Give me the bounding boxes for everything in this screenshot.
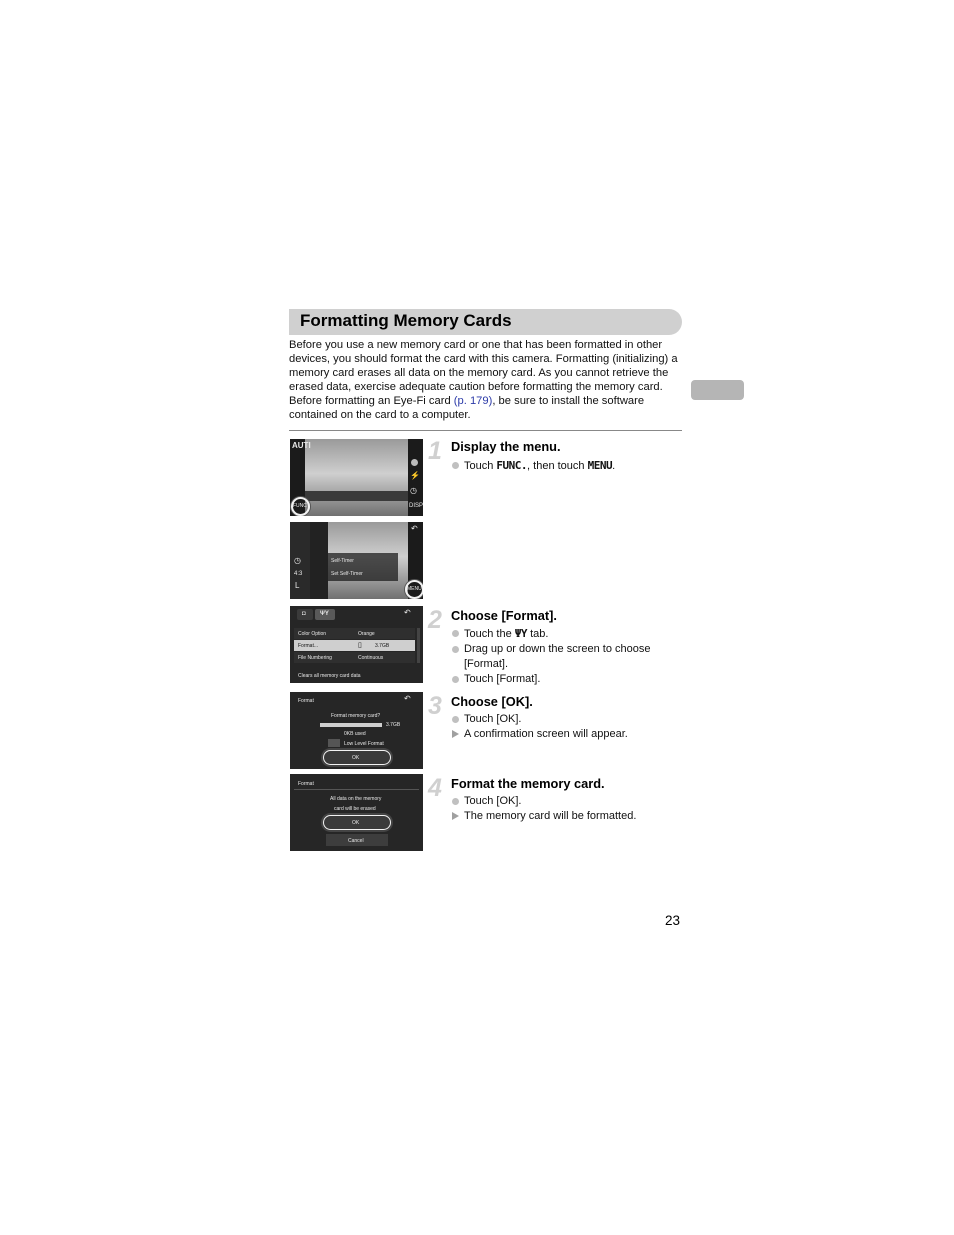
step-number-3: 3: [428, 692, 442, 720]
used-value: 0KB used: [344, 731, 366, 737]
page-title: Formatting Memory Cards: [300, 311, 512, 330]
camera-screen-shooting: [290, 439, 423, 516]
skyline: [305, 491, 408, 501]
step-3-bullets: [451, 712, 681, 742]
step-1-bullets: [451, 458, 681, 474]
list-item: [451, 458, 681, 474]
ok-label: OK: [352, 755, 360, 761]
step-heading-1: Display the menu.: [451, 439, 561, 454]
auto-mode-icon: AUTI: [292, 441, 311, 450]
camera-screen-confirm-dialog: [290, 774, 423, 851]
page-number: 23: [665, 913, 681, 928]
step-number-1: 1: [428, 437, 442, 465]
bullet-text: , then touch: [527, 460, 588, 472]
page-reference-link[interactable]: (p. 179): [453, 395, 493, 407]
step-heading-4: Format the memory card.: [451, 776, 605, 791]
back-icon[interactable]: ↶: [404, 608, 411, 617]
self-timer-icon: ◷: [410, 486, 417, 495]
row-value: Continuous: [358, 655, 384, 661]
capacity-bar: [320, 723, 382, 727]
cancel-label: Cancel: [348, 838, 364, 844]
card-icon: ▯: [358, 642, 362, 649]
dialog-title: Format: [298, 698, 314, 704]
intro-text-end: , be sure to install the software contained on the card to a computer.: [289, 395, 645, 421]
intro-text: Before you use a new memory card or one that has been formatted in other devices, you should format the card with this camera. Formatting (initializing) a memory card erases all data on the memory card. As you cannot retrieve the erased data, exercise adequate caution before formatting the memory card. Before formatting an Eye-Fi card: [289, 339, 678, 407]
list-item: Touch [OK].: [451, 794, 681, 809]
list-item: A confirmation screen will appear.: [451, 727, 681, 742]
tools-icon: ΨΥ: [514, 627, 528, 640]
title-divider: [294, 789, 419, 790]
scrollbar[interactable]: [417, 628, 420, 663]
shutter-icon: [411, 459, 418, 466]
camera-screen-func-menu: [290, 522, 423, 599]
menu-hint: Clears all memory card data: [298, 673, 361, 679]
menu-icon: MENU: [587, 459, 613, 472]
step-4-bullets: [451, 794, 681, 824]
ok-label: OK: [352, 820, 360, 826]
step-number-4: 4: [428, 774, 442, 802]
bullet-text: Touch the: [464, 628, 515, 640]
ratio-label[interactable]: 4:3: [294, 571, 303, 577]
list-item: [451, 626, 681, 642]
bullet-text: tab.: [527, 628, 549, 640]
popup-item-self-timer[interactable]: Self-Timer: [331, 558, 354, 564]
camera-icon: ◘: [302, 611, 306, 617]
list-item: The memory card will be formatted.: [451, 809, 681, 824]
row-label: File Numbering: [298, 655, 332, 661]
menu-label: MENU: [407, 586, 422, 592]
back-icon[interactable]: ↶: [404, 694, 411, 703]
dialog-title: Format: [298, 781, 314, 787]
divider: [289, 430, 682, 431]
format-question: Format memory card?: [331, 713, 381, 719]
bullet-text: Touch: [464, 460, 497, 472]
self-timer-icon[interactable]: ◷: [294, 556, 301, 565]
flash-icon: ⚡: [410, 471, 420, 480]
step-heading-2: Choose [Format].: [451, 608, 557, 623]
back-icon[interactable]: ↶: [411, 524, 418, 533]
low-level-label: Low Level Format: [344, 741, 384, 747]
scene-image: [305, 439, 408, 516]
popup-item-set-self-timer[interactable]: Set Self-Timer: [331, 571, 363, 577]
camera-screen-settings-menu: [290, 606, 423, 683]
list-item: Drag up or down the screen to choose [Format].: [451, 642, 681, 672]
row-value: Orange: [358, 631, 375, 637]
capacity-value: 3.7GB: [386, 722, 401, 728]
step-heading-3: Choose [OK].: [451, 694, 533, 709]
intro-paragraph: [289, 338, 684, 422]
list-item: Touch [OK].: [451, 712, 681, 727]
tools-icon: ΨΥ: [320, 611, 329, 617]
step-number-2: 2: [428, 606, 442, 634]
warning-line-2: card will be erased: [334, 806, 376, 812]
size-label[interactable]: L: [295, 581, 300, 590]
low-level-checkbox[interactable]: [328, 739, 340, 747]
list-item: Touch [Format].: [451, 672, 681, 687]
row-label: Format...: [298, 643, 319, 649]
bullet-text: .: [612, 460, 616, 472]
camera-screen-format-dialog: [290, 692, 423, 769]
disp-button[interactable]: DISP: [409, 503, 423, 509]
warning-line-1: All data on the memory: [330, 796, 382, 802]
chapter-tab: [691, 380, 744, 400]
func-option-column: [310, 522, 328, 599]
func-icon: FUNC.: [496, 459, 528, 472]
func-label: FUNC: [293, 503, 307, 509]
step-2-bullets: [451, 626, 681, 687]
row-label: Color Option: [298, 631, 327, 637]
row-value: 3.7GB: [375, 643, 390, 649]
